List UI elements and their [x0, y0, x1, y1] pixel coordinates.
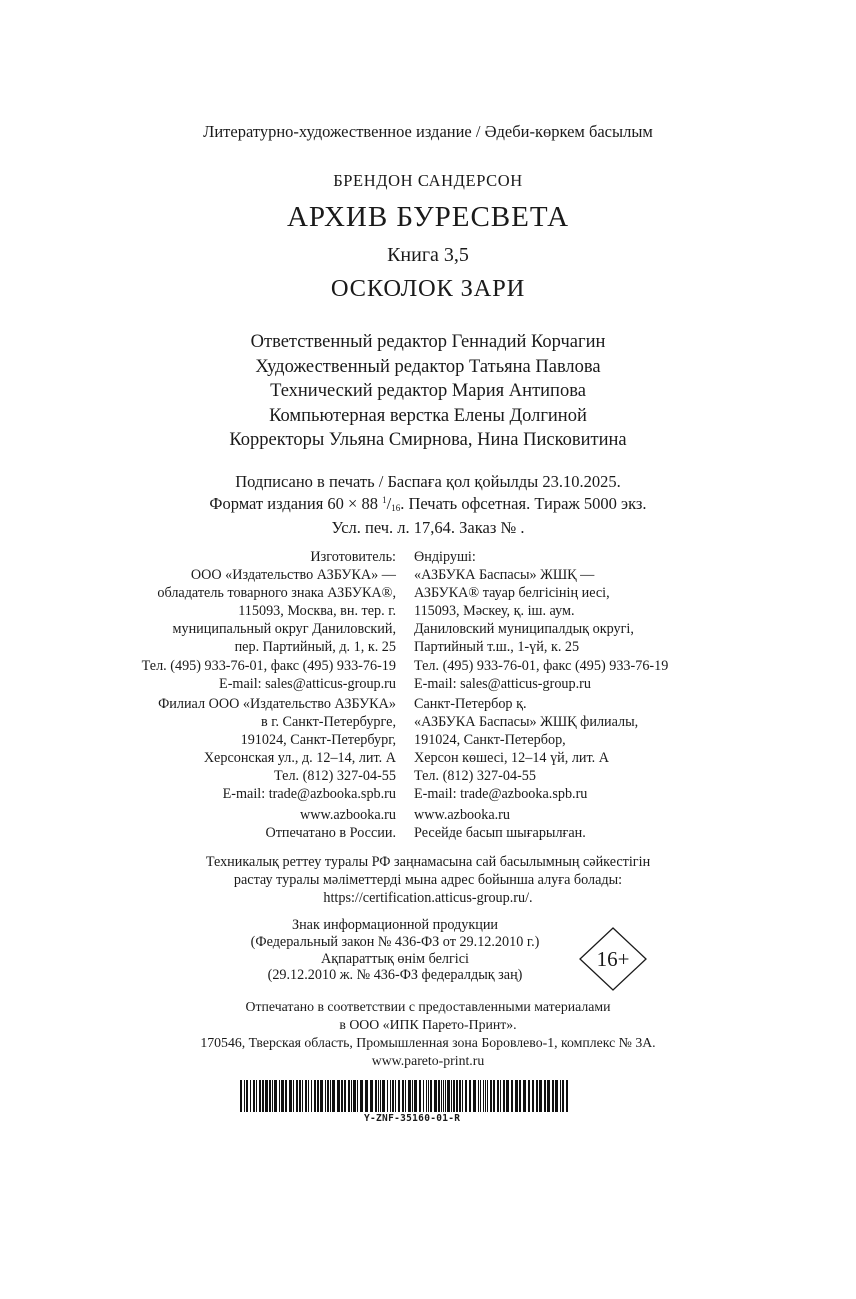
manufacturer-ru-line: муниципальный округ Даниловский,	[172, 621, 396, 638]
branch-ru-line: Тел. (812) 327-04-55	[274, 768, 396, 785]
barcode-bar	[469, 1080, 471, 1112]
website-link: www.azbooka.ru	[414, 807, 510, 823]
manufacturer-kz-line: 115093, Мәскеу, қ. іш. аум.	[414, 603, 575, 620]
credit-line: Корректоры Ульяна Смирнова, Нина Писковитина	[229, 430, 627, 450]
barcode-bar	[317, 1080, 319, 1112]
info-sign-line: (Федеральный закон № 436-ФЗ от 29.12.2010 г.)	[250, 933, 540, 950]
info-sign-block	[215, 917, 575, 984]
barcode-bar	[353, 1080, 356, 1112]
branch-kz-line: «АЗБУКА Баспасы» ЖШҚ филиалы,	[414, 714, 639, 731]
manufacturer-ru-line: E-mail: sales@atticus-group.ru	[219, 675, 396, 692]
barcode-bar	[305, 1080, 307, 1112]
barcode-bar	[536, 1080, 538, 1112]
info-sign-line: Ақпараттық өнім белгісі	[321, 950, 469, 967]
barcode-bar	[246, 1080, 248, 1112]
printer-url: www.pareto-print.ru	[371, 1053, 485, 1068]
barcode-bar	[398, 1080, 400, 1112]
printed-in-kz: Ресейде басып шығарылған.	[414, 825, 586, 842]
barcode-bar	[392, 1080, 394, 1112]
barcode-bar	[473, 1080, 476, 1112]
branch-kz-line: E-mail: trade@azbooka.spb.ru	[414, 786, 588, 803]
branch-kz-line: 191024, Санкт-Петербор,	[414, 732, 566, 749]
format-denominator: 16	[391, 503, 401, 513]
barcode-bar	[253, 1080, 255, 1112]
barcode-bar	[539, 1080, 542, 1112]
barcode-bar	[344, 1080, 346, 1112]
web-kz	[414, 806, 586, 842]
barcode-bar	[511, 1080, 513, 1112]
barcode-bar	[311, 1080, 312, 1112]
manufacturer-ru-line: обладатель товарного знака АЗБУКА®,	[157, 585, 396, 602]
barcode-bar	[330, 1080, 331, 1112]
barcode-bar	[547, 1080, 550, 1112]
credits-block	[0, 330, 856, 453]
barcode-bar	[395, 1080, 396, 1112]
barcode	[240, 1080, 570, 1112]
barcode-bar	[566, 1080, 568, 1112]
branch-ru-line: Херсонская ул., д. 12–14, лит. А	[203, 750, 396, 767]
barcode-bar	[428, 1080, 429, 1112]
barcode-bar	[441, 1080, 442, 1112]
barcode-bar	[414, 1080, 417, 1112]
barcode-bar	[506, 1080, 509, 1112]
manufacturer-kz-line: Өндіруші:	[414, 549, 476, 565]
branch-ru-line: 191024, Санкт-Петербург,	[240, 732, 396, 749]
manufacturer-kz-line: E-mail: sales@atticus-group.ru	[414, 675, 591, 692]
barcode-bar	[390, 1080, 391, 1112]
manufacturer-kz-line: АЗБУКА® тауар белгісінің иесі,	[414, 585, 610, 602]
barcode-bar	[459, 1080, 461, 1112]
branch-kz-line: Херсон көшесі, 12–14 үй, лит. А	[414, 750, 610, 767]
barcode-bar	[438, 1080, 440, 1112]
printer-line: 170546, Тверская область, Промышленная зона Боровлево-1, комплекс № 3А.	[200, 1035, 656, 1050]
barcode-bar	[412, 1080, 413, 1112]
credit-line: Компьютерная верстка Елены Долгиной	[269, 405, 587, 426]
barcode-bar	[462, 1080, 463, 1112]
barcode-bar	[555, 1080, 558, 1112]
barcode-bar	[515, 1080, 518, 1112]
barcode-bar	[332, 1080, 335, 1112]
barcode-bar	[532, 1080, 534, 1112]
barcode-bar	[289, 1080, 292, 1112]
barcode-bar	[375, 1080, 377, 1112]
tech-regulation-block	[0, 853, 856, 907]
certification-url: https://certification.atticus-group.ru/.	[323, 890, 533, 906]
branch-ru-line: в г. Санкт-Петербурге,	[260, 714, 396, 731]
manufacturer-kz-line: Партийный т.ш., 1-үй, к. 25	[414, 639, 580, 656]
barcode-bar	[500, 1080, 501, 1112]
printer-line: Отпечатано в соответствии с предоставленными материалами	[245, 999, 611, 1014]
web-ru	[265, 806, 396, 842]
barcode-bar	[480, 1080, 481, 1112]
signed-line: Подписано в печать / Баспаға қол қойылды 23.10.2025.	[235, 472, 621, 491]
manufacturer-ru-line: пер. Партийный, д. 1, к. 25	[234, 639, 396, 656]
barcode-bar	[426, 1080, 427, 1112]
branch-ru-line: E-mail: trade@azbooka.spb.ru	[222, 786, 396, 803]
barcode-bar	[483, 1080, 484, 1112]
book-number: Книга 3,5	[387, 244, 469, 266]
barcode-bar	[365, 1080, 368, 1112]
barcode-bar	[327, 1080, 329, 1112]
credit-line: Ответственный редактор Геннадий Корчагин	[250, 332, 606, 352]
barcode-bar	[380, 1080, 381, 1112]
barcode-bar	[456, 1080, 458, 1112]
age-rating-badge	[579, 927, 647, 991]
barcode-bar	[447, 1080, 450, 1112]
barcode-bar	[552, 1080, 554, 1112]
barcode-bar	[370, 1080, 373, 1112]
barcode-bar	[465, 1080, 467, 1112]
sheets-line: Усл. печ. л. 17,64. Заказ № .	[331, 518, 525, 537]
barcode-bar	[434, 1080, 437, 1112]
format-suffix: . Печать офсетная. Тираж 5000 экз.	[400, 494, 647, 513]
barcode-bar	[493, 1080, 495, 1112]
printer-block	[0, 998, 856, 1070]
barcode-bar	[402, 1080, 404, 1112]
barcode-bar	[408, 1080, 411, 1112]
info-sign-line: Знак информационной продукции	[291, 917, 499, 933]
print-info-block	[0, 472, 856, 537]
genre-line: Литературно-художественное издание / Әдеби-көркем басылым	[203, 122, 653, 141]
barcode-bar	[451, 1080, 452, 1112]
barcode-bar	[503, 1080, 505, 1112]
manufacturer-ru-line: Тел. (495) 933-76-01, факс (495) 933-76-19	[141, 657, 396, 674]
barcode-bar	[272, 1080, 273, 1112]
barcode-bar	[285, 1080, 287, 1112]
barcode-bar	[320, 1080, 323, 1112]
barcode-bar	[244, 1080, 245, 1112]
manufacturer-kz-line: Даниловский муниципалдық округі,	[414, 621, 634, 638]
barcode-bar	[262, 1080, 264, 1112]
printer-line: в ООО «ИПК Парето-Принт».	[339, 1017, 517, 1032]
barcode-bar	[357, 1080, 358, 1112]
barcode-bar	[302, 1080, 303, 1112]
barcode-bar	[351, 1080, 352, 1112]
barcode-bar	[423, 1080, 424, 1112]
barcode-bar	[274, 1080, 277, 1112]
barcode-code: Y-ZNF-35160-01-R	[364, 1113, 461, 1124]
barcode-bar	[523, 1080, 526, 1112]
website-link: www.azbooka.ru	[300, 807, 396, 823]
barcode-bar	[485, 1080, 486, 1112]
barcode-bar	[430, 1080, 432, 1112]
barcode-bar	[497, 1080, 499, 1112]
author-name: БРЕНДОН САНДЕРСОН	[333, 171, 523, 190]
credit-line: Технический редактор Мария Антипова	[270, 381, 586, 401]
barcode-bar	[387, 1080, 388, 1112]
format-prefix: Формат издания 60 × 88	[209, 494, 378, 513]
barcode-bar	[348, 1080, 350, 1112]
barcode-bar	[299, 1080, 301, 1112]
barcode-bar	[405, 1080, 406, 1112]
barcode-bar	[250, 1080, 251, 1112]
barcode-bar	[308, 1080, 309, 1112]
branch-kz-line: Тел. (812) 327-04-55	[414, 768, 536, 785]
barcode-bar	[419, 1080, 421, 1112]
barcode-bar	[544, 1080, 546, 1112]
branch-kz	[414, 695, 638, 804]
tech-regulation-line: растау туралы мәліметтерді мына адрес бойынша алуға болады:	[233, 872, 623, 888]
manufacturer-kz-line: «АЗБУКА Баспасы» ЖШҚ —	[414, 567, 595, 584]
barcode-bar	[560, 1080, 561, 1112]
barcode-bar	[562, 1080, 564, 1112]
format-numerator: 1	[382, 495, 387, 505]
barcode-bar	[256, 1080, 257, 1112]
branch-ru-line: Филиал ООО «Издательство АЗБУКА»	[158, 696, 396, 712]
barcode-bar	[337, 1080, 340, 1112]
barcode-bar	[478, 1080, 479, 1112]
barcode-bar	[382, 1080, 385, 1112]
book-subtitle: ОСКОЛОК ЗАРИ	[330, 275, 526, 302]
branch-ru	[158, 695, 396, 804]
branch-kz-line: Санкт-Петербор қ.	[414, 696, 527, 712]
barcode-bar	[279, 1080, 280, 1112]
credit-line: Художественный редактор Татьяна Павлова	[255, 356, 601, 377]
barcode-bar	[325, 1080, 326, 1112]
manufacturer-kz	[414, 548, 668, 693]
barcode-bar	[269, 1080, 271, 1112]
barcode-bar	[314, 1080, 316, 1112]
manufacturer-ru	[142, 548, 396, 693]
barcode-bar	[490, 1080, 492, 1112]
info-sign-line: (29.12.2010 ж. № 436-ФЗ федералдық заң)	[267, 967, 523, 984]
manufacturer-ru-line: Изготовитель:	[310, 549, 396, 565]
format-line: Формат издания 60 × 88 $^1/_{16}$. Печать офсетная. Тираж 5000 экз.	[209, 494, 647, 513]
barcode-bar	[378, 1080, 379, 1112]
barcode-bar	[293, 1080, 294, 1112]
barcode-bar	[443, 1080, 444, 1112]
barcode-bar	[487, 1080, 488, 1112]
barcode-bar	[341, 1080, 343, 1112]
tech-regulation-line: Техникалық реттеу туралы РФ заңнамасына сай басылымның сәйкестігін	[205, 854, 651, 870]
barcode-bar	[519, 1080, 521, 1112]
printed-in-ru: Отпечатано в России.	[265, 825, 396, 842]
book-title: АРХИВ БУРЕСВЕТА	[286, 201, 570, 233]
barcode-bar	[528, 1080, 530, 1112]
manufacturer-kz-line: Тел. (495) 933-76-01, факс (495) 933-76-19	[414, 657, 669, 674]
barcode-bar	[360, 1080, 363, 1112]
manufacturer-ru-line: ООО «Издательство АЗБУКА» —	[190, 567, 396, 584]
barcode-bar	[259, 1080, 261, 1112]
barcode-bar	[296, 1080, 298, 1112]
age-rating-text: 16+	[596, 947, 630, 971]
barcode-bar	[453, 1080, 455, 1112]
manufacturer-ru-line: 115093, Москва, вн. тер. г.	[238, 603, 396, 620]
barcode-bar	[281, 1080, 284, 1112]
barcode-bar	[240, 1080, 242, 1112]
barcode-bar	[265, 1080, 268, 1112]
barcode-bar	[445, 1080, 446, 1112]
